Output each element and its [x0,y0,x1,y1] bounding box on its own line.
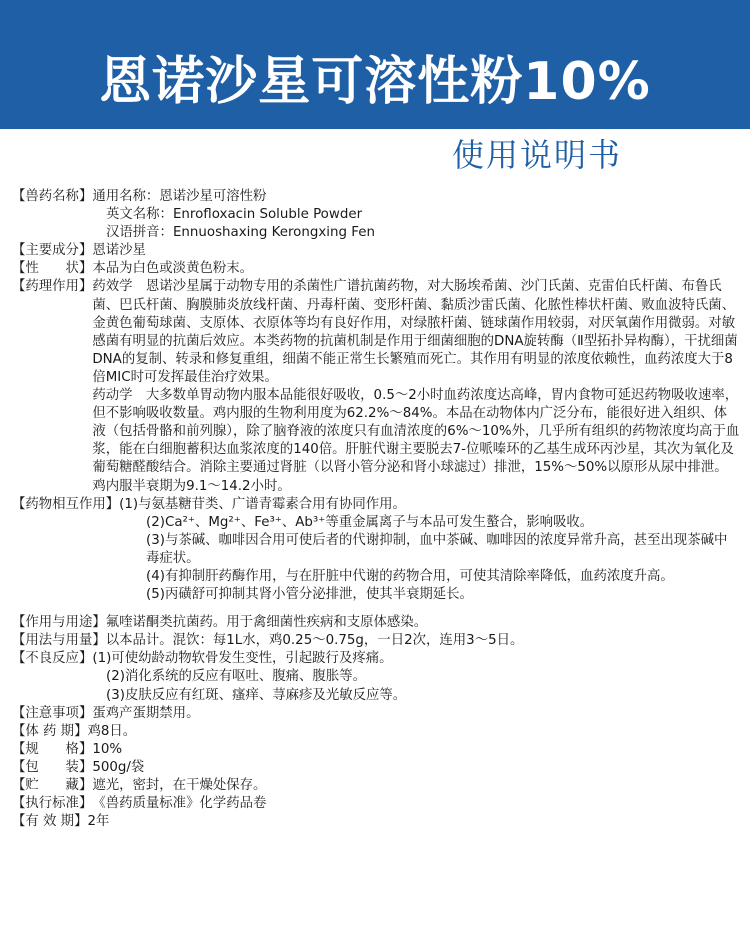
section-storage [12,777,740,795]
label-drug-name: 【兽药名称】 [12,189,93,204]
standard-value: 《兽药质量标准》化学药品卷 [92,796,267,812]
section-ingredient [12,242,740,260]
subtitle-bar [0,129,750,182]
document-title: 恩诺沙星可溶性粉10% [99,52,651,112]
label-generic-name: 通用名称： [92,189,160,204]
section-package [12,759,740,777]
adverse-item: (1)可使幼龄动物软骨发生变性，引起跛行及疼痛。 [92,651,393,667]
label-pharmacology: 【药理作用】 [12,279,93,295]
label-validity: 【有 效 期】 [12,814,88,830]
label-caution: 【注意事项】 [12,705,93,721]
label-package: 【包 装】 [12,759,93,775]
adverse-item: (3)皮肤反应有红斑、瘙痒、荨麻疹及光敏反应等。 [106,687,407,703]
label-english-name: 英文名称： [106,207,173,223]
section-caution [12,705,740,723]
label-withdrawal: 【体 药 期】 [12,723,88,739]
adverse-item: (2)消化系统的反应有呕吐、腹痛、腹胀等。 [106,669,366,685]
pharmacodynamics-text: 药效学 恩诺沙星属于动物专用的杀菌性广谱抗菌药物，对大肠埃希菌、沙门氏菌、克雷伯氏杆菌、布鲁氏菌、巴氏杆菌、胸膜肺炎放线杆菌、丹毒杆菌、变形杆菌、黏质沙雷氏菌、化脓性棒状杆菌、败血波特氏菌、金黄色葡萄球菌、支原体、衣原体等均有良好作用，对绿脓杆菌、链球菌作用较弱，对厌氧菌作用微弱。对敏感菌有明显的抗菌后效应。本类药物的抗菌机制是作用于细菌细胞的DNA旋转酶（Ⅱ型拓扑异构酶），干扰细菌DNA的复制、转录和修复重组，细菌不能正常生长繁殖而死亡。其作用有明显的浓度依赖性，血药浓度大于8倍MIC时可发挥最佳治疗效果。 [92,279,738,385]
package-value: 500g/袋 [92,759,145,775]
validity-value: 2年 [87,814,110,830]
storage-value: 遮光，密封，在干燥处保存。 [92,778,267,793]
section-pharmacology [12,278,740,495]
interaction-item: (2)Ca²⁺、Mg²⁺、Fe³⁺、Ab³⁺等重金属离子与本品可发生螯合，影响吸收。 [146,514,594,530]
interaction-item: (4)有抑制肝药酶作用，与在肝脏中代谢的药物合用，可使其清除率降低，血药浓度升高。 [146,568,674,584]
document-subtitle: 使用说明书 [451,136,622,174]
pinyin-name: Ennuoshaxing Kerongxing Fen [172,225,375,241]
property-value: 本品为白色或淡黄色粉末。 [92,261,254,277]
usage-value: 氟喹诺酮类抗菌药。用于禽细菌性疾病和支原体感染。 [105,615,428,631]
dosage-value: 以本品计。混饮：每1L水，鸡0.25～0.75g，一日2次，连用3～5日。 [105,633,524,649]
section-property [12,260,740,278]
label-property: 【性 状】 [12,261,93,277]
label-spec: 【规 格】 [12,741,93,757]
section-spec [12,741,740,759]
interaction-item: (5)丙磺舒可抑制其肾小管分泌排泄，使其半衰期延长。 [146,587,473,603]
spec-value: 10% [92,741,123,757]
label-storage: 【贮 藏】 [12,778,93,793]
label-interaction: 【药物相互作用】 [12,496,120,512]
label-dosage: 【用法与用量】 [12,633,106,649]
english-name: Enrofloxacin Soluble Powder [172,207,363,223]
interaction-list-rest [12,514,740,604]
section-withdrawal [12,723,740,741]
pharmacokinetics-text: 药动学 大多数单胃动物内服本品能很好吸收，0.5～2小时血药浓度达高峰，胃内食物可延迟药物吸收速率，但不影响吸收数量。鸡内服的生物利用度为62.2%～84%。本品在动物体内广泛分布，能很好进入组织、体液（包括骨骼和前列腺），除了脑脊液的浓度只有血清浓度的6%～10%外，几乎所有组织的药物浓度均高于血浆，能在白细胞蓄积达血浆浓度的140倍。肝脏代谢主要脱去7-位哌嗪环的乙基生成环丙沙星，其次为氧化及葡萄糖醛酸结合。消除主要通过肾脏（以肾小管分泌和肾小球滤过）排泄，15%～50%以原形从尿中排泄。鸡内服半衰期为9.1～14.2小时。 [92,388,740,494]
generic-name: 恩诺沙星可溶性粉 [159,189,267,204]
withdrawal-value: 鸡8日。 [87,723,137,739]
instruction-content [12,188,740,831]
label-standard: 【执行标准】 [12,796,93,812]
section-interaction [12,496,740,514]
label-usage: 【作用与用途】 [12,615,106,631]
section-adverse [12,650,740,668]
ingredient-value: 恩诺沙星 [92,243,146,259]
header-banner [0,0,750,182]
label-adverse: 【不良反应】 [12,651,93,667]
interaction-item: (1)与氨基糖苷类、广谱青霉素合用有协同作用。 [119,496,406,512]
row-english-name [12,206,740,224]
label-pinyin: 汉语拼音： [106,225,173,241]
label-ingredient: 【主要成分】 [12,243,93,259]
section-standard [12,795,740,813]
section-drug-name [12,188,740,206]
section-validity [12,813,740,831]
section-dosage [12,632,740,650]
caution-value: 蛋鸡产蛋期禁用。 [92,705,200,721]
section-usage [12,614,740,632]
interaction-item: (3)与茶碱、咖啡因合用可使后者的代谢抑制，血中茶碱、咖啡因的浓度异常升高，甚至出现茶碱中毒症状。 [146,532,728,566]
adverse-list-rest [12,668,740,704]
row-pinyin [12,224,740,242]
